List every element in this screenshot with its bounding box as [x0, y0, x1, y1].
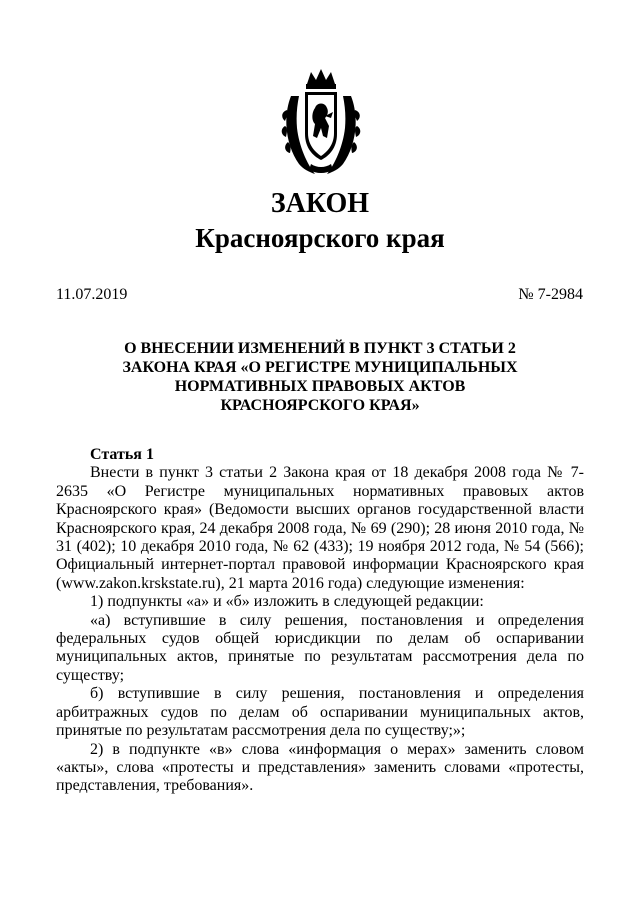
article-paragraph: 1) подпункты «а» и «б» изложить в следующей редакции:	[90, 593, 484, 611]
document-date: 11.07.2019	[56, 286, 128, 303]
law-heading-line: О ВНЕСЕНИИ ИЗМЕНЕНИЙ В ПУНКТ 3 СТАТЬИ 2	[124, 340, 516, 357]
document-subtitle: Красноярского края	[195, 223, 445, 253]
document-number: № 7-2984	[518, 286, 583, 303]
document-title: ЗАКОН	[270, 188, 370, 219]
law-heading-line: ЗАКОНА КРАЯ «О РЕГИСТРЕ МУНИЦИПАЛЬНЫХ	[122, 359, 518, 376]
article-paragraph: б) вступившие в силу решения, постановления и определения арбитражных судов по делам об оспаривании муниципальных актов, принятые по результатам рассмотрения дела по существу;»;	[56, 685, 584, 740]
law-heading	[100, 339, 540, 415]
article-title: Статья 1	[90, 446, 154, 463]
article-body	[56, 446, 584, 796]
krasnoyarsk-coat-of-arms-icon	[281, 66, 361, 178]
article-paragraph: 2) в подпункте «в» слова «информация о мерах» заменить словом «акты», слова «протесты и представления» заменить словами «протесты, представления, требования».	[56, 740, 584, 795]
law-heading-line: КРАСНОЯРСКОГО КРАЯ»	[220, 397, 420, 414]
article-paragraph: «а) вступившие в силу решения, постановления и определения федеральных судов общей юрисдикции по делам об оспаривании муниципальных актов, принятые по результатам рассмотрения дела по существу;	[56, 611, 584, 684]
law-heading-line: НОРМАТИВНЫХ ПРАВОВЫХ АКТОВ	[174, 378, 466, 395]
article-paragraph: Внести в пункт 3 статьи 2 Закона края от 18 декабря 2008 года № 7-2635 «О Регистре муниципальных нормативных правовых актов Красноярского края» (Ведомости высших органов государственной власти Красноярского края, 24 декабря 2008 года, № 69 (290); 28 июня 2010 года, № 31 (402); 10 декабря 2010 года, № 62 (433); 19 ноября 2012 года, № 54 (566); Официальный интернет-портал правовой информации Красноярского края (www.zakon.krskstate.ru), 21 марта 2016 года) следующие изменения:	[56, 464, 584, 592]
